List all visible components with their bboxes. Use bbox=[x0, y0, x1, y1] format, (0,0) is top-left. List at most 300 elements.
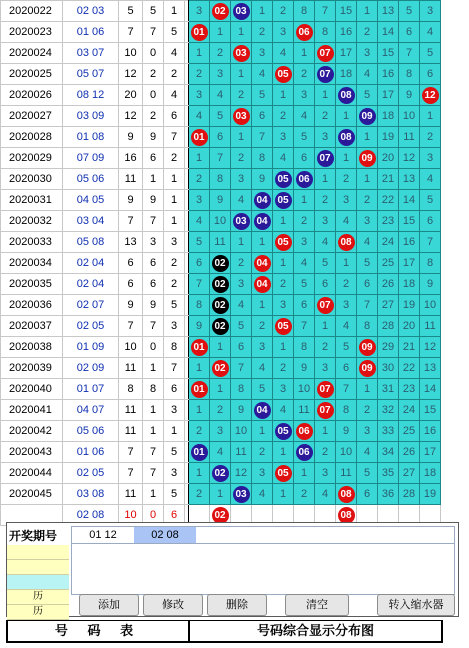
chart-cell: 4 bbox=[357, 442, 378, 463]
chart-cell bbox=[189, 127, 210, 148]
sum-cell: 11 bbox=[119, 484, 143, 505]
tail-cell: 0 bbox=[143, 43, 164, 64]
chart-cell bbox=[252, 274, 273, 295]
red-ball: 01 bbox=[191, 129, 208, 146]
chart-cell: 4 bbox=[189, 106, 210, 127]
table-row bbox=[1, 232, 441, 253]
chart-cell: 5 bbox=[420, 190, 441, 211]
draw-entry-item[interactable] bbox=[196, 527, 258, 543]
chart-cell bbox=[273, 169, 294, 190]
chart-cell: 3 bbox=[252, 463, 273, 484]
chart-cell bbox=[273, 421, 294, 442]
chart-cell bbox=[273, 463, 294, 484]
chart-cell: 2 bbox=[189, 484, 210, 505]
tail-cell: 9 bbox=[143, 190, 164, 211]
table-row bbox=[1, 22, 441, 43]
table-row bbox=[1, 253, 441, 274]
number-pair-cell: 01 09 bbox=[63, 337, 119, 358]
chart-cell: 12 bbox=[231, 463, 252, 484]
chart-cell: 34 bbox=[378, 442, 399, 463]
red-ball: 05 bbox=[275, 465, 292, 482]
chart-cell: 9 bbox=[420, 274, 441, 295]
chart-cell: 3 bbox=[336, 190, 357, 211]
span-cell: 7 bbox=[164, 127, 185, 148]
chart-cell: 1 bbox=[315, 169, 336, 190]
chart-cell: 1 bbox=[357, 127, 378, 148]
chart-cell: 4 bbox=[210, 442, 231, 463]
period-cell: 2020035 bbox=[1, 274, 63, 295]
number-pair-cell: 03 04 bbox=[63, 211, 119, 232]
sum-cell: 7 bbox=[119, 22, 143, 43]
chart-cell: 5 bbox=[357, 85, 378, 106]
history-strip-item bbox=[7, 545, 69, 560]
transfer-to-reducer-button[interactable]: 转入缩水器 bbox=[377, 594, 455, 616]
tail-cell: 1 bbox=[143, 421, 164, 442]
chart-cell: 1 bbox=[210, 484, 231, 505]
chart-cell bbox=[210, 1, 231, 22]
tail-cell: 6 bbox=[143, 253, 164, 274]
chart-cell: 6 bbox=[336, 358, 357, 379]
chart-cell: 3 bbox=[357, 421, 378, 442]
tail-cell: 1 bbox=[143, 358, 164, 379]
chart-cell: 7 bbox=[315, 1, 336, 22]
chart-cell: 1 bbox=[210, 337, 231, 358]
chart-cell bbox=[210, 316, 231, 337]
tail-cell: 9 bbox=[143, 295, 164, 316]
chart-cell: 4 bbox=[231, 295, 252, 316]
period-cell: 2020040 bbox=[1, 379, 63, 400]
entered-draws-list[interactable] bbox=[71, 526, 455, 544]
chart-cell: 14 bbox=[420, 379, 441, 400]
blue-ball: 08 bbox=[338, 87, 355, 104]
chart-cell bbox=[294, 442, 315, 463]
tail-cell: 0 bbox=[143, 85, 164, 106]
chart-cell: 5 bbox=[399, 1, 420, 22]
chart-cell: 7 bbox=[189, 274, 210, 295]
chart-cell: 3 bbox=[294, 85, 315, 106]
blue-ball: 05 bbox=[275, 192, 292, 209]
red-ball: 03 bbox=[233, 45, 250, 62]
chart-cell: 11 bbox=[336, 463, 357, 484]
red-ball: 04 bbox=[254, 255, 271, 272]
number-pair-cell: 02 07 bbox=[63, 295, 119, 316]
chart-cell: 3 bbox=[273, 22, 294, 43]
chart-cell: 1 bbox=[189, 463, 210, 484]
chart-cell: 5 bbox=[252, 379, 273, 400]
chart-cell: 3 bbox=[252, 43, 273, 64]
chart-cell: 13 bbox=[420, 358, 441, 379]
draw-entry-item[interactable]: 02 08 bbox=[134, 527, 196, 543]
chart-cell: 4 bbox=[336, 211, 357, 232]
sum-cell: 6 bbox=[119, 274, 143, 295]
chart-cell: 13 bbox=[378, 1, 399, 22]
chart-cell: 2 bbox=[336, 169, 357, 190]
chart-cell: 3 bbox=[336, 295, 357, 316]
number-pair-cell: 03 09 bbox=[63, 106, 119, 127]
chart-cell: 2 bbox=[252, 316, 273, 337]
number-pair-cell: 02 04 bbox=[63, 253, 119, 274]
chart-cell: 10 bbox=[399, 106, 420, 127]
chart-cell: 1 bbox=[189, 358, 210, 379]
span-cell: 1 bbox=[164, 421, 185, 442]
chart-cell: 1 bbox=[252, 1, 273, 22]
number-pair-cell: 04 05 bbox=[63, 190, 119, 211]
chart-cell: 1 bbox=[273, 484, 294, 505]
period-cell: 2020033 bbox=[1, 232, 63, 253]
history-strip bbox=[7, 545, 69, 617]
chart-cell: 23 bbox=[378, 211, 399, 232]
period-cell: 2020024 bbox=[1, 43, 63, 64]
chart-cell: 12 bbox=[399, 148, 420, 169]
table-row bbox=[1, 442, 441, 463]
history-strip-item: 历 bbox=[7, 605, 69, 620]
chart-cell: 1 bbox=[252, 232, 273, 253]
chart-cell bbox=[210, 253, 231, 274]
chart-cell bbox=[231, 1, 252, 22]
chart-cell: 1 bbox=[273, 211, 294, 232]
chart-cell: 4 bbox=[420, 22, 441, 43]
tail-cell: 3 bbox=[143, 232, 164, 253]
span-cell: 3 bbox=[164, 400, 185, 421]
chart-cell: 15 bbox=[399, 211, 420, 232]
span-cell: 5 bbox=[164, 484, 185, 505]
chart-cell: 8 bbox=[315, 22, 336, 43]
history-strip-item bbox=[7, 575, 69, 590]
chart-cell bbox=[336, 484, 357, 505]
chart-cell: 14 bbox=[378, 22, 399, 43]
chart-cell: 15 bbox=[336, 1, 357, 22]
chart-cell: 6 bbox=[420, 211, 441, 232]
chart-cell bbox=[357, 106, 378, 127]
period-cell: 2020023 bbox=[1, 22, 63, 43]
chart-cell: 5 bbox=[294, 274, 315, 295]
chart-cell bbox=[210, 295, 231, 316]
chart-cell: 11 bbox=[420, 316, 441, 337]
number-pair-cell: 07 09 bbox=[63, 148, 119, 169]
chart-cell: 32 bbox=[378, 400, 399, 421]
chart-cell: 1 bbox=[357, 1, 378, 22]
chart-cell: 9 bbox=[252, 169, 273, 190]
chart-cell: 8 bbox=[210, 169, 231, 190]
chart-cell bbox=[273, 316, 294, 337]
chart-cell: 2 bbox=[252, 22, 273, 43]
chart-cell: 11 bbox=[210, 232, 231, 253]
chart-cell: 2 bbox=[231, 253, 252, 274]
period-cell: 2020037 bbox=[1, 316, 63, 337]
clear-button[interactable]: 清空 bbox=[285, 594, 349, 616]
number-pair-cell: 03 07 bbox=[63, 43, 119, 64]
draw-entry-item[interactable] bbox=[258, 527, 320, 543]
chart-cell: 28 bbox=[378, 316, 399, 337]
chart-cell: 27 bbox=[399, 463, 420, 484]
chart-cell: 19 bbox=[399, 295, 420, 316]
number-pair-cell: 05 06 bbox=[63, 169, 119, 190]
number-pair-cell: 03 08 bbox=[63, 484, 119, 505]
period-cell: 2020029 bbox=[1, 148, 63, 169]
chart-cell: 4 bbox=[357, 64, 378, 85]
span-cell: 3 bbox=[164, 316, 185, 337]
chart-cell: 2 bbox=[189, 421, 210, 442]
chart-cell: 13 bbox=[399, 169, 420, 190]
number-pair-cell: 01 07 bbox=[63, 379, 119, 400]
sum-cell: 10 bbox=[119, 505, 143, 526]
chart-cell: 16 bbox=[420, 421, 441, 442]
period-cell: 2020022 bbox=[1, 1, 63, 22]
tail-cell: 5 bbox=[143, 1, 164, 22]
chart-cell: 6 bbox=[420, 64, 441, 85]
chart-cell: 1 bbox=[336, 253, 357, 274]
chart-cell: 1 bbox=[357, 169, 378, 190]
draw-entry-item[interactable] bbox=[320, 527, 382, 543]
add-button[interactable]: 添加 bbox=[79, 594, 139, 616]
chart-cell: 1 bbox=[273, 85, 294, 106]
chart-cell: 26 bbox=[399, 442, 420, 463]
chart-cell: 8 bbox=[294, 337, 315, 358]
chart-cell: 3 bbox=[315, 127, 336, 148]
chart-cell: 4 bbox=[357, 232, 378, 253]
sum-cell: 9 bbox=[119, 295, 143, 316]
chart-cell: 18 bbox=[399, 274, 420, 295]
chart-cell: 7 bbox=[252, 127, 273, 148]
chart-cell: 19 bbox=[378, 127, 399, 148]
table-row bbox=[1, 337, 441, 358]
chart-cell: 2 bbox=[315, 337, 336, 358]
span-cell: 2 bbox=[164, 148, 185, 169]
span-cell: 1 bbox=[164, 190, 185, 211]
sum-cell: 12 bbox=[119, 106, 143, 127]
span-cell: 5 bbox=[164, 442, 185, 463]
chart-cell: 24 bbox=[378, 232, 399, 253]
chart-cell bbox=[420, 85, 441, 106]
chart-cell: 6 bbox=[210, 127, 231, 148]
chart-cell: 3 bbox=[231, 274, 252, 295]
blue-ball: 09 bbox=[359, 108, 376, 125]
red-ball: 07 bbox=[317, 297, 334, 314]
red-ball: 06 bbox=[296, 24, 313, 41]
chart-cell: 12 bbox=[420, 337, 441, 358]
chart-cell: 21 bbox=[399, 337, 420, 358]
chart-cell: 2 bbox=[273, 106, 294, 127]
blue-ball: 03 bbox=[233, 3, 250, 20]
sum-cell: 9 bbox=[119, 127, 143, 148]
chart-cell bbox=[357, 337, 378, 358]
chart-cell: 2 bbox=[210, 43, 231, 64]
red-ball: 02 bbox=[212, 507, 229, 524]
chart-cell bbox=[252, 400, 273, 421]
chart-cell: 4 bbox=[294, 106, 315, 127]
tail-cell: 7 bbox=[143, 22, 164, 43]
chart-cell bbox=[315, 379, 336, 400]
red-ball: 05 bbox=[275, 66, 292, 83]
span-cell: 4 bbox=[164, 43, 185, 64]
span-cell: 1 bbox=[164, 1, 185, 22]
chart-cell: 7 bbox=[336, 379, 357, 400]
red-ball: 09 bbox=[359, 150, 376, 167]
sum-cell: 12 bbox=[119, 64, 143, 85]
chart-cell: 1 bbox=[210, 379, 231, 400]
chart-cell: 2 bbox=[231, 148, 252, 169]
distribution-chart-caption: 号码综合显示分布图 bbox=[188, 620, 443, 643]
chart-cell: 9 bbox=[399, 85, 420, 106]
chart-cell: 29 bbox=[378, 337, 399, 358]
chart-cell: 8 bbox=[231, 379, 252, 400]
history-strip-item: 历 bbox=[7, 590, 69, 605]
chart-cell: 20 bbox=[378, 148, 399, 169]
chart-cell: 10 bbox=[336, 442, 357, 463]
chart-cell: 2 bbox=[210, 400, 231, 421]
chart-cell: 3 bbox=[357, 43, 378, 64]
chart-cell bbox=[294, 421, 315, 442]
chart-cell: 25 bbox=[378, 253, 399, 274]
sum-cell: 7 bbox=[119, 211, 143, 232]
chart-cell: 4 bbox=[231, 190, 252, 211]
chart-cell bbox=[231, 43, 252, 64]
blue-ball: 02 bbox=[212, 465, 229, 482]
chart-cell: 10 bbox=[420, 295, 441, 316]
chart-cell: 4 bbox=[252, 358, 273, 379]
sum-cell: 10 bbox=[119, 337, 143, 358]
chart-cell: 11 bbox=[399, 127, 420, 148]
chart-cell bbox=[273, 232, 294, 253]
chart-cell: 5 bbox=[420, 43, 441, 64]
chart-cell: 6 bbox=[357, 274, 378, 295]
chart-cell: 10 bbox=[294, 379, 315, 400]
span-cell: 6 bbox=[164, 505, 185, 526]
chart-cell: 5 bbox=[210, 106, 231, 127]
chart-cell: 21 bbox=[378, 169, 399, 190]
table-row bbox=[1, 274, 441, 295]
chart-cell: 4 bbox=[294, 253, 315, 274]
span-cell: 5 bbox=[164, 295, 185, 316]
chart-cell: 5 bbox=[315, 253, 336, 274]
chart-cell: 4 bbox=[252, 64, 273, 85]
chart-cell bbox=[315, 148, 336, 169]
table-row bbox=[1, 64, 441, 85]
chart-cell bbox=[336, 85, 357, 106]
span-cell: 5 bbox=[164, 22, 185, 43]
sum-cell: 11 bbox=[119, 421, 143, 442]
table-row bbox=[1, 379, 441, 400]
chart-cell bbox=[189, 442, 210, 463]
chart-cell: 7 bbox=[357, 295, 378, 316]
black-ball: 02 bbox=[212, 318, 229, 335]
draw-entry-item[interactable]: 01 12 bbox=[89, 529, 117, 541]
sum-cell: 20 bbox=[119, 85, 143, 106]
table-row bbox=[1, 1, 441, 22]
chart-cell: 3 bbox=[315, 463, 336, 484]
chart-cell bbox=[336, 232, 357, 253]
chart-cell bbox=[210, 274, 231, 295]
period-cell: 2020036 bbox=[1, 295, 63, 316]
chart-cell: 1 bbox=[336, 148, 357, 169]
chart-cell: 36 bbox=[378, 484, 399, 505]
chart-cell bbox=[294, 22, 315, 43]
red-ball: 09 bbox=[359, 360, 376, 377]
tail-cell: 6 bbox=[143, 274, 164, 295]
tail-cell: 7 bbox=[143, 211, 164, 232]
chart-cell: 1 bbox=[336, 106, 357, 127]
period-cell: 2020043 bbox=[1, 442, 63, 463]
chart-cell: 2 bbox=[315, 190, 336, 211]
chart-cell: 1 bbox=[420, 106, 441, 127]
chart-cell: 6 bbox=[252, 106, 273, 127]
chart-cell: 2 bbox=[273, 358, 294, 379]
chart-cell bbox=[273, 64, 294, 85]
chart-cell: 4 bbox=[273, 43, 294, 64]
chart-cell: 3 bbox=[210, 421, 231, 442]
chart-cell: 1 bbox=[315, 421, 336, 442]
red-ball: 12 bbox=[422, 87, 439, 104]
number-pair-cell: 02 08 bbox=[63, 505, 119, 526]
chart-cell: 1 bbox=[189, 43, 210, 64]
table-row bbox=[1, 358, 441, 379]
span-cell: 3 bbox=[164, 232, 185, 253]
span-cell: 6 bbox=[164, 379, 185, 400]
tail-cell: 8 bbox=[143, 379, 164, 400]
chart-cell: 1 bbox=[210, 22, 231, 43]
red-ball: 01 bbox=[191, 24, 208, 41]
blue-ball: 07 bbox=[317, 66, 334, 83]
chart-cell: 17 bbox=[420, 442, 441, 463]
chart-cell: 9 bbox=[210, 190, 231, 211]
sum-cell: 16 bbox=[119, 148, 143, 169]
chart-cell: 30 bbox=[378, 358, 399, 379]
chart-cell: 18 bbox=[336, 64, 357, 85]
red-ball: 02 bbox=[212, 3, 229, 20]
chart-cell: 8 bbox=[399, 64, 420, 85]
chart-cell: 5 bbox=[189, 232, 210, 253]
chart-cell bbox=[357, 358, 378, 379]
red-ball: 09 bbox=[359, 339, 376, 356]
blue-ball: 05 bbox=[275, 423, 292, 440]
chart-cell: 6 bbox=[294, 148, 315, 169]
chart-cell: 11 bbox=[231, 442, 252, 463]
black-ball: 02 bbox=[212, 297, 229, 314]
span-cell: 2 bbox=[164, 64, 185, 85]
period-cell: 2020042 bbox=[1, 421, 63, 442]
tail-cell: 9 bbox=[143, 127, 164, 148]
chart-cell: 1 bbox=[315, 316, 336, 337]
number-pair-cell: 05 08 bbox=[63, 232, 119, 253]
chart-cell: 2 bbox=[252, 442, 273, 463]
chart-cell bbox=[252, 253, 273, 274]
delete-button[interactable]: 删除 bbox=[207, 594, 267, 616]
chart-cell: 1 bbox=[294, 463, 315, 484]
period-cell: 2020032 bbox=[1, 211, 63, 232]
edit-button[interactable]: 修改 bbox=[143, 594, 203, 616]
chart-cell: 4 bbox=[252, 484, 273, 505]
draw-entry-item[interactable] bbox=[382, 527, 444, 543]
number-pair-cell: 05 07 bbox=[63, 64, 119, 85]
period-cell: 2020027 bbox=[1, 106, 63, 127]
chart-cell: 18 bbox=[420, 463, 441, 484]
chart-cell bbox=[231, 211, 252, 232]
chart-cell: 1 bbox=[189, 400, 210, 421]
span-cell: 2 bbox=[164, 274, 185, 295]
period-cell: 2020044 bbox=[1, 463, 63, 484]
chart-cell bbox=[252, 211, 273, 232]
table-row bbox=[1, 484, 441, 505]
chart-cell: 10 bbox=[231, 421, 252, 442]
chart-cell: 27 bbox=[378, 295, 399, 316]
chart-cell: 3 bbox=[273, 127, 294, 148]
entry-area[interactable] bbox=[71, 544, 455, 595]
chart-cell: 1 bbox=[357, 379, 378, 400]
chart-cell: 1 bbox=[252, 421, 273, 442]
table-row bbox=[1, 148, 441, 169]
chart-cell: 9 bbox=[336, 421, 357, 442]
chart-cell: 8 bbox=[336, 400, 357, 421]
